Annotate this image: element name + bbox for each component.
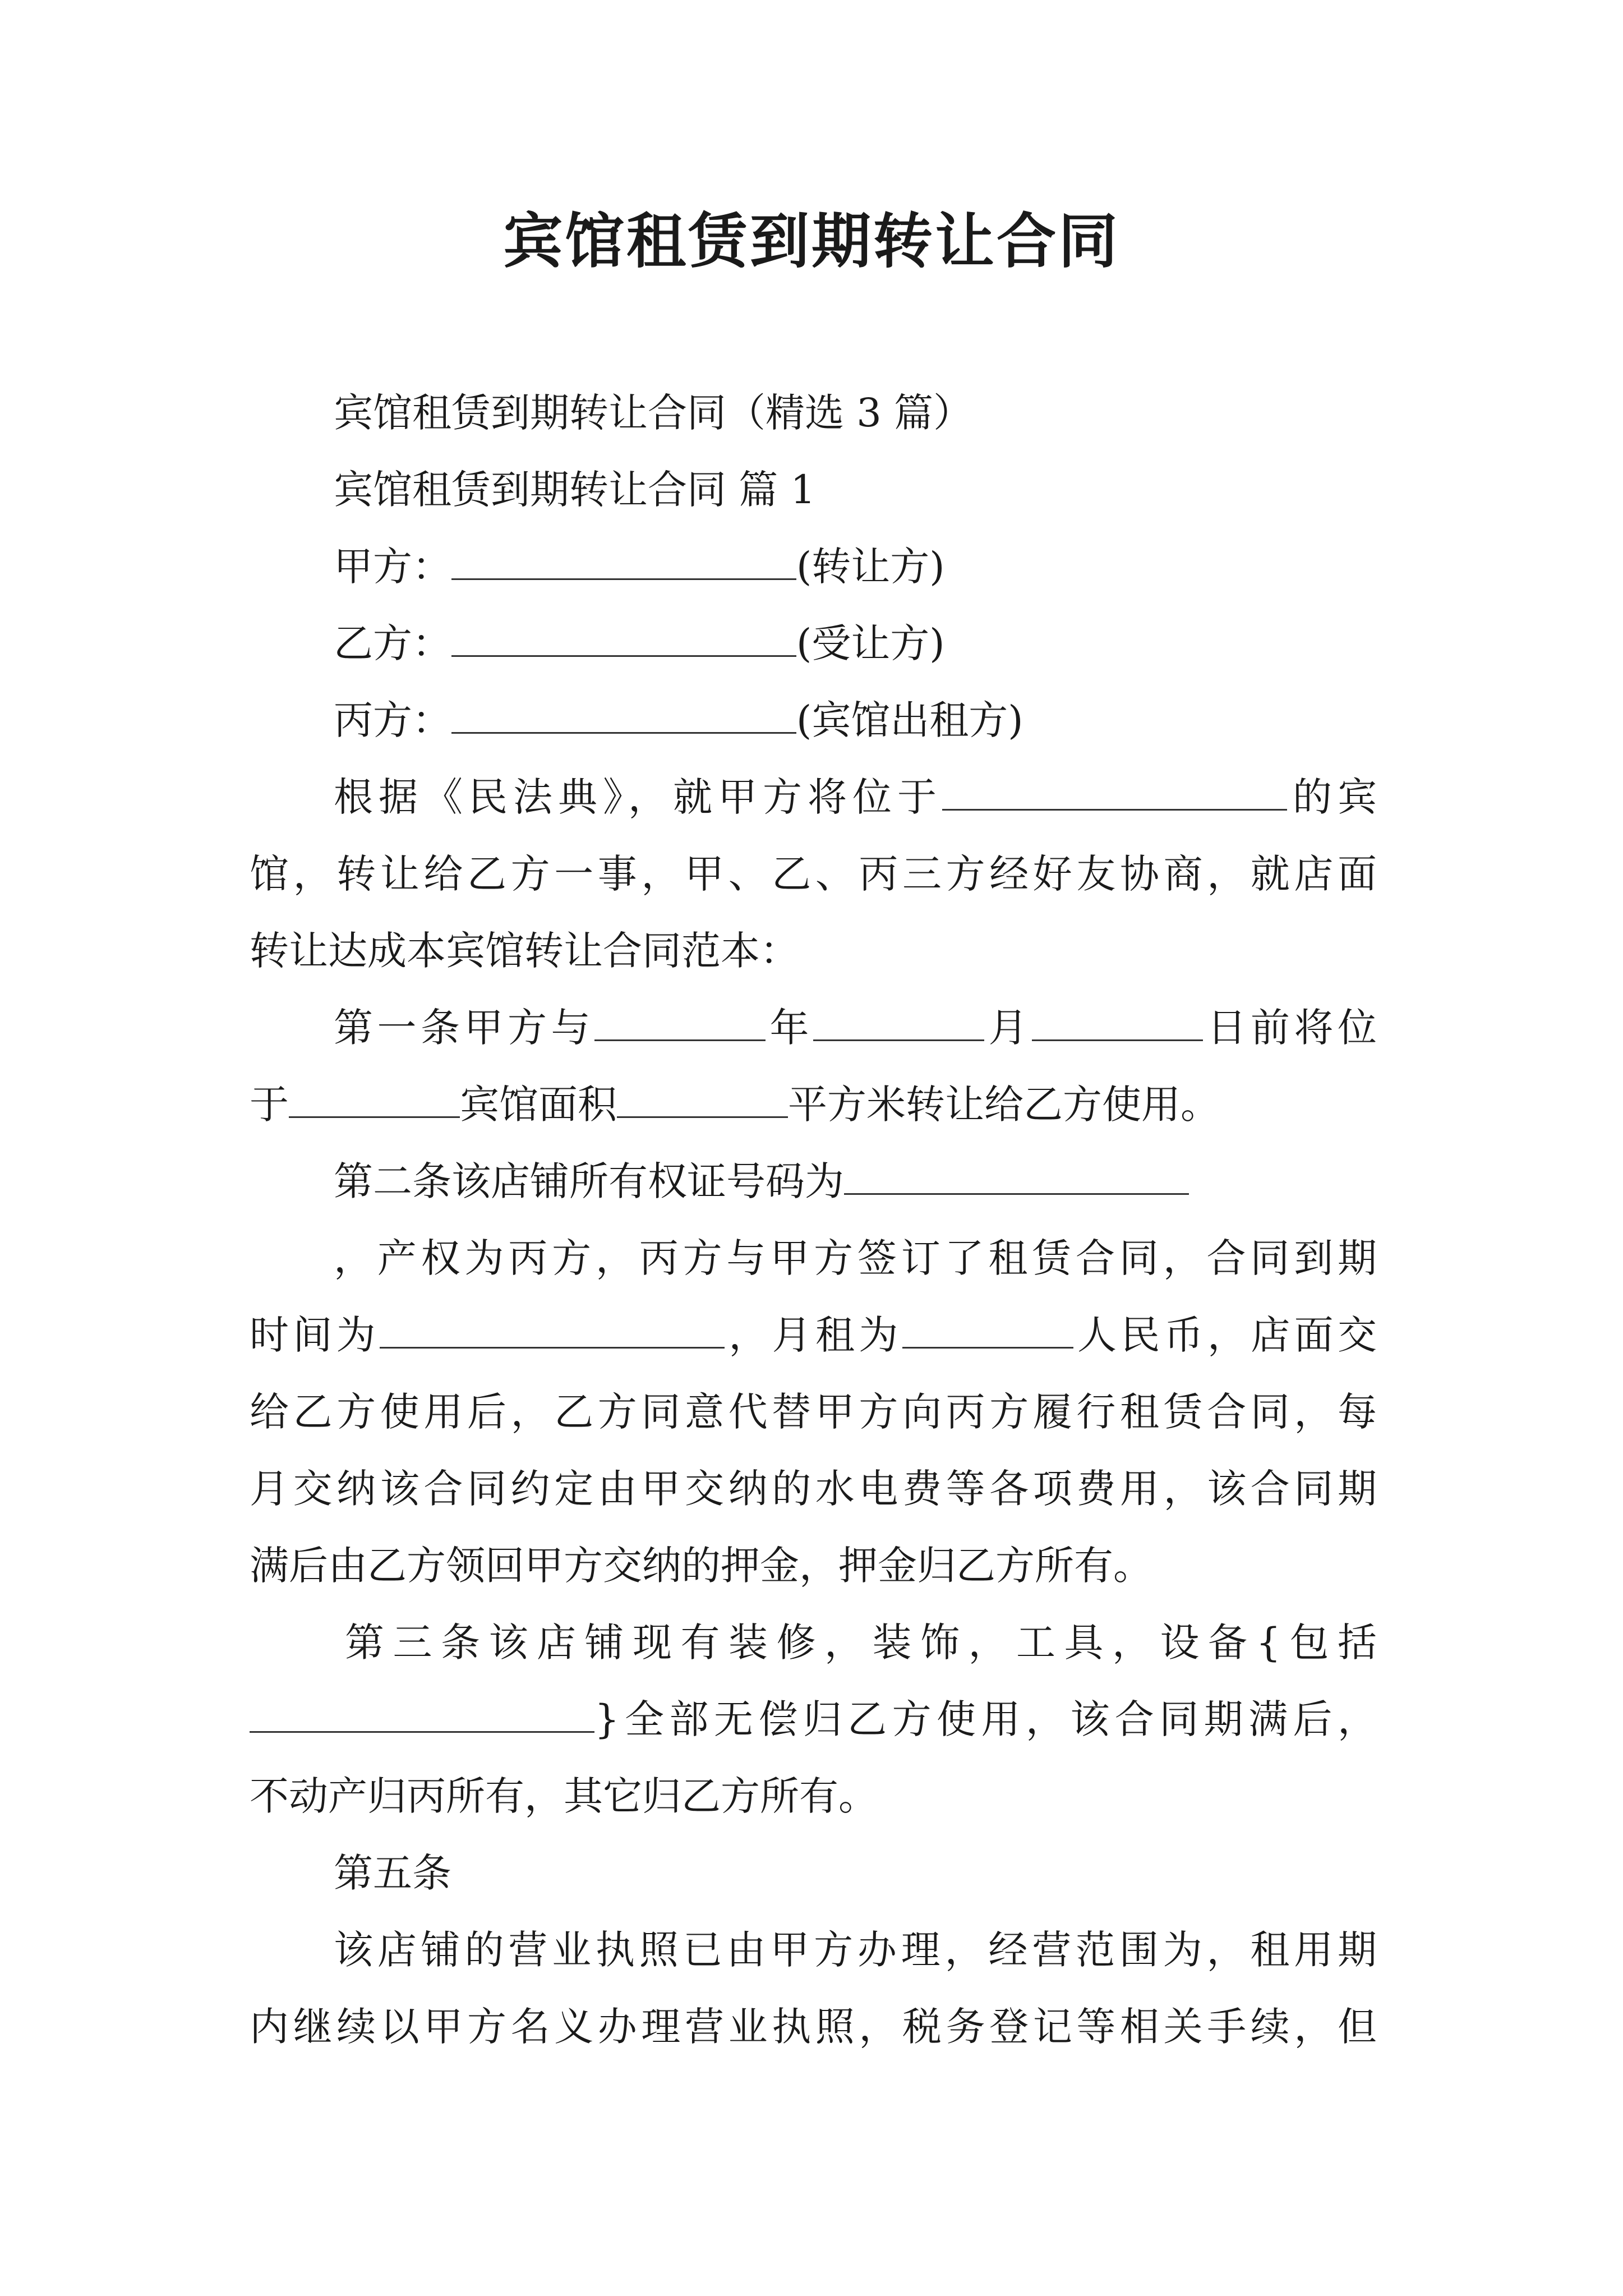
- article-1-text: 月: [984, 1005, 1032, 1051]
- article-1-text: 宾馆面积: [460, 1082, 617, 1128]
- intro-line-1: [250, 759, 1377, 836]
- article-1-line-1: [250, 990, 1377, 1066]
- article-2-text: 第二条该店铺所有权证号码为: [334, 1158, 844, 1204]
- article-1-text: 平方米转让给乙方使用。: [788, 1082, 1220, 1128]
- intro-text: 的宾: [1287, 774, 1377, 820]
- article-2-line-2: ，产权为丙方，丙方与甲方签订了租赁合同，合同到期: [334, 1235, 1377, 1281]
- area-blank: [617, 1084, 788, 1118]
- party-a-label: 甲方：: [334, 544, 451, 590]
- party-b-label: 乙方：: [334, 620, 451, 666]
- article-2-text: ，月租为: [725, 1312, 902, 1358]
- party-c-label: 丙方：: [334, 697, 451, 743]
- hotel-name-blank: [289, 1084, 460, 1118]
- article-3-line-2: [250, 1681, 1377, 1758]
- party-c-line: [250, 682, 1377, 759]
- article-1-text: 于: [250, 1082, 289, 1128]
- article-1-text: 日前将位: [1203, 1005, 1377, 1051]
- article-5-line-2: 内继续以甲方名义办理营业执照，税务登记等相关手续，但: [250, 2004, 1377, 2050]
- article-5-line-1: 该店铺的营业执照已由甲方办理，经营范围为，租用期: [334, 1927, 1377, 1973]
- intro-line-2: 馆，转让给乙方一事，甲、乙、丙三方经好友协商，就店面: [250, 851, 1377, 897]
- location-blank: [942, 776, 1287, 811]
- party-b-role: (受让方): [796, 620, 945, 666]
- certificate-number-blank: [844, 1161, 1189, 1195]
- subtitle: 宾馆租赁到期转让合同（精选 3 篇）: [334, 390, 973, 436]
- party-a-role: (转让方): [796, 544, 945, 590]
- article-2-line-4: 给乙方使用后，乙方同意代替甲方向丙方履行租赁合同，每: [250, 1389, 1377, 1435]
- party-a-blank: [451, 546, 796, 580]
- intro-line-3: 转让达成本宾馆转让合同范本：: [250, 928, 799, 974]
- equipment-blank: [250, 1699, 594, 1733]
- intro-text: 根据《民法典》，就甲方将位于: [334, 774, 942, 820]
- monthly-rent-blank: [902, 1314, 1073, 1349]
- article-5-heading: 第五条: [334, 1850, 451, 1896]
- article-3-line-1: 第三条该店铺现有装修，装饰，工具，设备{包括: [345, 1619, 1377, 1665]
- party-b-line: [250, 605, 1377, 682]
- article-2-line-6: 满后由乙方领回甲方交纳的押金，押金归乙方所有。: [250, 1543, 1152, 1589]
- article-2-line-3: [250, 1297, 1377, 1374]
- article-2-text: 人民币，店面交: [1073, 1312, 1377, 1358]
- article-2-text: 时间为: [250, 1312, 380, 1358]
- article-1-text: 年: [766, 1005, 813, 1051]
- article-3-text: }全部无偿归乙方使用，该合同期满后，: [594, 1696, 1377, 1742]
- party-a-line: [250, 528, 1377, 605]
- document-body: [250, 375, 1377, 2065]
- year-blank: [594, 1007, 766, 1041]
- party-c-role: (宾馆出租方): [796, 697, 1023, 743]
- month-blank: [813, 1007, 984, 1041]
- section-heading: 宾馆租赁到期转让合同 篇 1: [334, 467, 816, 513]
- party-c-blank: [451, 700, 796, 734]
- article-2-line-5: 月交纳该合同约定由甲交纳的水电费等各项费用，该合同期: [250, 1466, 1377, 1512]
- article-1-text: 第一条甲方与: [334, 1005, 594, 1051]
- party-b-blank: [451, 623, 796, 657]
- expiry-date-blank: [380, 1314, 725, 1349]
- document-title: 宾馆租赁到期转让合同: [503, 206, 1120, 276]
- article-2-line-1: [250, 1143, 1377, 1220]
- article-3-line-3: 不动产归丙所有，其它归乙方所有。: [250, 1773, 878, 1819]
- day-blank: [1032, 1007, 1203, 1041]
- article-1-line-2: [250, 1066, 1377, 1143]
